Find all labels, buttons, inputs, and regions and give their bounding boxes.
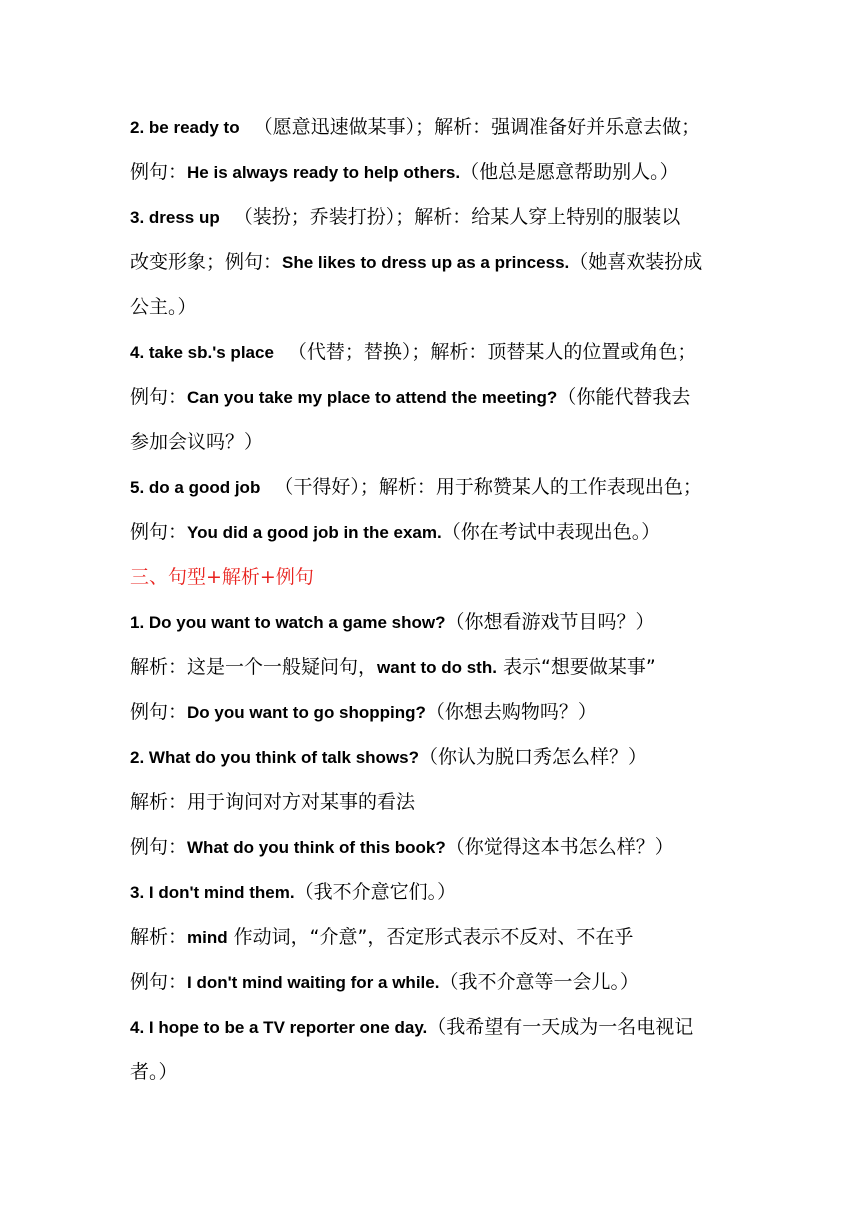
text-line [130, 960, 740, 1005]
text-line [130, 780, 740, 825]
english-text: 4. take sb.'s place [130, 343, 274, 362]
english-text: I don't mind waiting for a while. [187, 973, 440, 992]
text-line [130, 1005, 740, 1050]
english-text: 3. I don't mind them. [130, 883, 295, 902]
text-line [130, 465, 740, 510]
chinese-text: （你想去购物吗？） [425, 701, 597, 723]
text-line [130, 195, 740, 240]
english-text: She likes to dress up as a princess. [282, 253, 570, 272]
text-line [130, 825, 740, 870]
text-line [130, 330, 740, 375]
chinese-text: （我希望有一天成为一名电视记 [427, 1016, 694, 1038]
text-line [130, 645, 740, 690]
english-text: Do you want to go shopping? [187, 703, 426, 722]
text-line [130, 285, 740, 330]
english-text: 3. dress up [130, 208, 220, 227]
chinese-text: 者。） [130, 1061, 178, 1083]
chinese-text: 表示“想要做某事” [496, 656, 656, 678]
text-line [130, 600, 740, 645]
english-text: 5. do a good job [130, 478, 261, 497]
chinese-text: （你觉得这本书怎么样？） [445, 836, 674, 858]
english-text: 1. Do you want to watch a game show? [130, 613, 446, 632]
text-line [130, 735, 740, 780]
chinese-text: （你认为脱口秀怎么样？） [419, 746, 648, 768]
chinese-text: 解析： [130, 926, 188, 948]
text-line [130, 105, 740, 150]
text-line [130, 240, 740, 285]
chinese-text: （我不介意它们。） [294, 881, 457, 903]
chinese-text: 例句： [130, 971, 188, 993]
chinese-text: 公主。） [130, 296, 197, 318]
english-text: What do you think of this book? [187, 838, 446, 857]
chinese-text: （我不介意等一会儿。） [439, 971, 639, 993]
english-text: 2. be ready to [130, 118, 240, 137]
chinese-text: 例句： [130, 701, 188, 723]
english-text: mind [187, 928, 228, 947]
chinese-text: 例句： [130, 161, 188, 183]
chinese-text: （代替；替换）；解析：顶替某人的位置或角色； [287, 341, 697, 363]
text-line [130, 870, 740, 915]
chinese-text: （你能代替我去 [557, 386, 691, 408]
chinese-text: （他总是愿意帮助别人。） [460, 161, 679, 183]
english-text: 2. What do you think of talk shows? [130, 748, 420, 767]
chinese-text: 解析：这是一个一般疑问句， [130, 656, 378, 678]
chinese-text: （干得好）；解析：用于称赞某人的工作表现出色； [274, 476, 702, 498]
text-line [130, 915, 740, 960]
chinese-text: 例句： [130, 386, 188, 408]
document-body [130, 105, 740, 1095]
chinese-text: 作动词，“介意”，否定形式表示不反对、不在乎 [227, 926, 634, 948]
english-text: He is always ready to help others. [187, 163, 461, 182]
chinese-text: 解析：用于询问对方对某事的看法 [130, 791, 416, 813]
chinese-text: 改变形象；例句： [130, 251, 283, 273]
text-line [130, 420, 740, 465]
english-text: want to do sth. [377, 658, 497, 677]
chinese-text: （你在考试中表现出色。） [441, 521, 661, 543]
chinese-text: 参加会议吗？） [130, 431, 264, 453]
english-text: You did a good job in the exam. [187, 523, 442, 542]
text-line [130, 1050, 740, 1095]
section-heading: 三、句型+解析+例句 [130, 566, 314, 588]
chinese-text: （你想看游戏节目吗？） [445, 611, 655, 633]
english-text: 4. I hope to be a TV reporter one day. [130, 1018, 428, 1037]
text-line [130, 375, 740, 420]
text-line [130, 510, 740, 555]
text-line [130, 555, 740, 600]
text-line [130, 690, 740, 735]
chinese-text: （愿意迅速做某事）；解析：强调准备好并乐意去做； [253, 116, 701, 138]
chinese-text: （她喜欢装扮成 [569, 251, 703, 273]
chinese-text: 例句： [130, 836, 188, 858]
english-text: Can you take my place to attend the meeting? [187, 388, 558, 407]
chinese-text: （装扮；乔装打扮）；解析：给某人穿上特别的服装以 [233, 206, 681, 228]
text-line [130, 150, 740, 195]
chinese-text: 例句： [130, 521, 188, 543]
